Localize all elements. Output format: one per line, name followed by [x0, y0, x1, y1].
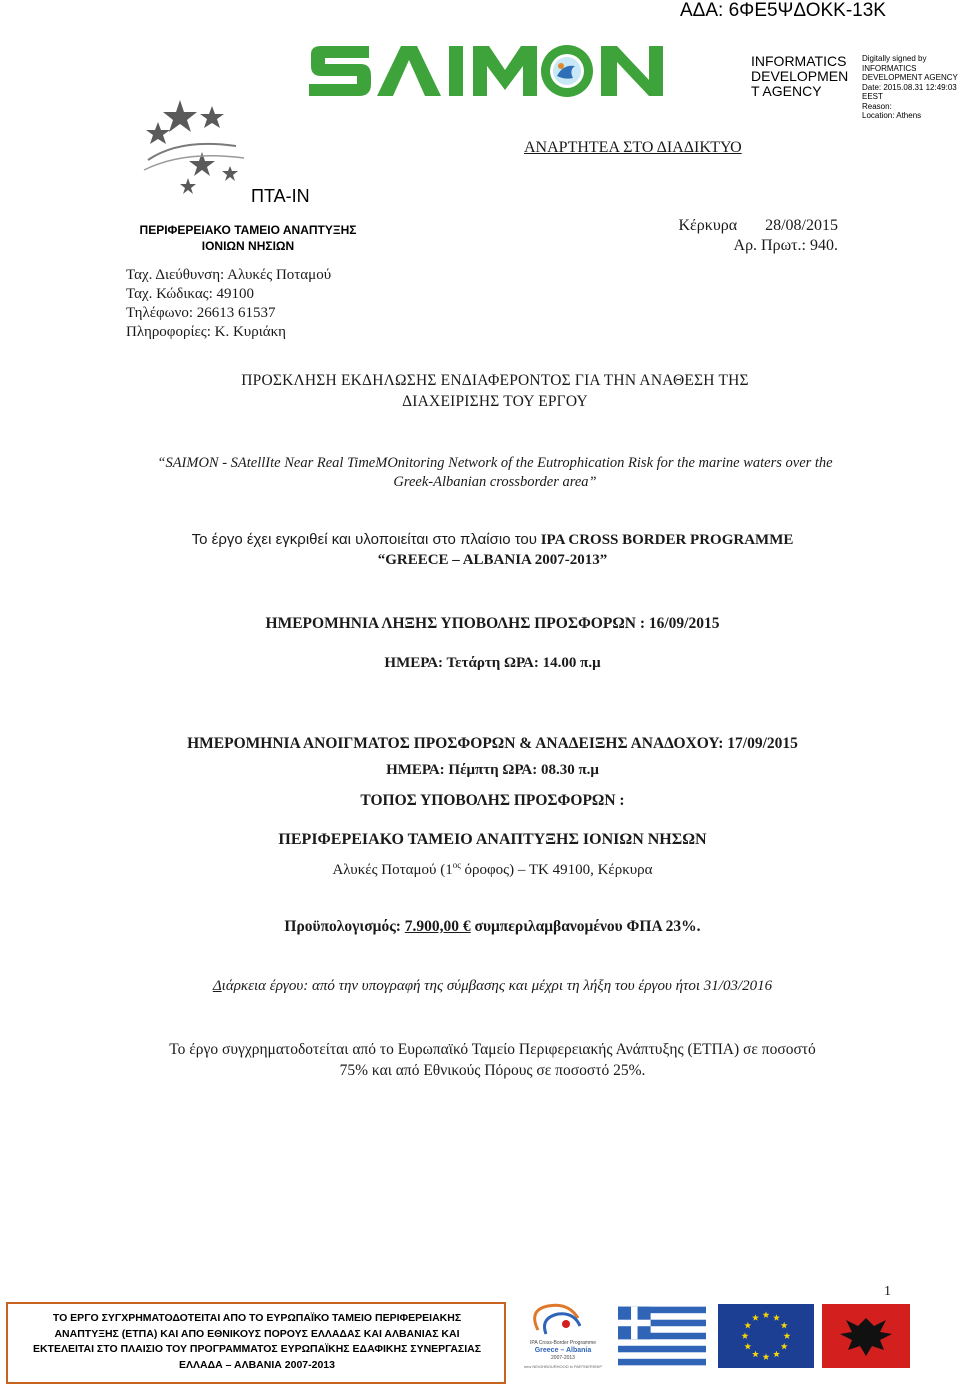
signature-line: EEST — [862, 92, 883, 101]
budget-vat: συμπεριλαμβανομένου ΦΠΑ 23%. — [470, 918, 701, 935]
signature-line: Location: Athens — [862, 111, 922, 120]
submission-deadline: ΗΜΕΡΟΜΗΝΙΑ ΛΗΞΗΣ ΥΠΟΒΟΛΗΣ ΠΡΟΣΦΟΡΩΝ : 16/09/2015 — [265, 615, 720, 632]
place-label: Κέρκυρα — [678, 217, 738, 234]
document-date: 28/08/2015 — [765, 217, 838, 234]
ada-code: ΑΔΑ: 6ΦΕ5ΨΔΟΚΚ-13Κ — [680, 0, 886, 21]
org-name-line: ΠΕΡΙΦΕΡΕΙΑΚΟ ΤΑΜΕΙΟ ΑΝΑΠΤΥΞΗΣ — [139, 223, 357, 237]
date-protocol-block — [679, 216, 839, 256]
submission-place-heading: ΤΟΠΟΣ ΥΠΟΒΟΛΗΣ ΠΡΟΣΦΟΡΩΝ : — [360, 792, 625, 809]
ipa-programme-logo — [518, 1300, 608, 1372]
page-number: 1 — [884, 1284, 891, 1299]
budget-line — [120, 918, 865, 936]
footer-line: ΑΝΑΠΤΥΞΗΣ (ΕΤΠΑ) ΚΑΙ ΑΠΟ ΕΘΝΙΚΟΥΣ ΠΟΡΟΥΣ ΕΛΛΑΔΑΣ ΚΑΙ ΑΛΒΑΝΙΑΣ ΚΑΙ — [54, 1327, 460, 1340]
eu-flag-icon — [718, 1304, 814, 1368]
submission-day-time: ΗΜΕΡΑ: Τετάρτη ΩΡΑ: 14.00 π.μ — [384, 655, 601, 671]
org-short-name: ΠΤΑ-ΙΝ — [251, 186, 310, 206]
cofinancing-statement — [120, 1039, 865, 1081]
signature-line: INFORMATICS — [862, 63, 917, 73]
footer-line: ΕΚΤΕΛΕΙΤΑΙ ΣΤΟ ΠΛΑΙΣΙΟ ΤΟΥ ΠΡΟΓΡΑΜΜΑΤΟΣ ΕΥΡΩΠΑΪΚΗΣ ΕΔΑΦΙΚΗΣ ΣΥΝΕΡΓΑΣΙΑΣ — [32, 1343, 482, 1355]
programme-name: IPA CROSS BORDER PROGRAMME — [540, 532, 794, 548]
budget-amount: 7.900,00 € — [404, 918, 471, 935]
signer-name-line: T AGENCY — [751, 83, 822, 99]
svg-text:IPA Cross-Border Programme: IPA Cross-Border Programme — [529, 1340, 597, 1346]
stars-emblem-icon — [140, 100, 260, 200]
cofinancing-line: Το έργο συγχρηματοδοτείται από το Ευρωπαϊκό Ταμείο Περιφερειακής Ανάπτυξης (ΕΤΠΑ) σε ποσοστό — [169, 1041, 816, 1058]
protocol-number: Αρ. Πρωτ.: 940. — [733, 237, 838, 254]
budget-label: Προϋπολογισμός: — [284, 918, 405, 935]
albania-flag-icon — [822, 1304, 910, 1368]
signer-name-line: INFORMATICS — [751, 53, 847, 69]
submission-address — [120, 860, 865, 879]
signature-line: DEVELOPMENT AGENCY — [862, 73, 958, 82]
footer-line: ΕΛΛΑΔΑ – ΑΛΒΑΝΙΑ 2007-2013 — [179, 1358, 335, 1371]
signature-line: Date: 2015.08.31 12:49:03 — [862, 82, 957, 92]
svg-text:2007-2013: 2007-2013 — [551, 1355, 575, 1361]
contact-block — [126, 266, 331, 342]
digital-signature-details[interactable] — [862, 54, 958, 121]
project-line: Greek-Albanian crossborder area” — [393, 474, 597, 490]
signature-line: Digitally signed by — [862, 54, 927, 63]
footer-funding-notice — [12, 1311, 502, 1373]
signer-name — [751, 54, 848, 99]
svg-text:Greece – Albania: Greece – Albania — [534, 1347, 592, 1354]
svg-text:new NEIGHBOURHOOD in PARTNERSH: new NEIGHBOURHOOD in PARTNERSHIP — [523, 1364, 603, 1369]
signer-name-line: DEVELOPMEN — [751, 68, 849, 84]
contact-phone: Τηλέφωνο: 26613 61537 — [126, 305, 276, 321]
opening-date: ΗΜΕΡΟΜΗΝΙΑ ΑΝΟΙΓΜΑΤΟΣ ΠΡΟΣΦΟΡΩΝ & ΑΝΑΔΕΙΞΗΣ ΑΝΑΔΟΧΟΥ: 17/09/2015 — [187, 735, 798, 752]
programme-name-line-2: “GREECE – ALBANIA 2007-2013” — [377, 552, 608, 568]
project-duration — [100, 978, 885, 995]
address-part: όροφος) – ΤΚ 49100, Κέρκυρα — [460, 862, 653, 878]
duration-text: ιάρκεια έργου: από την υπογραφή της σύμβασης και μέχρι τη λήξη του έργου ήτοι 31/03/2016 — [221, 978, 773, 994]
greece-flag-icon — [618, 1304, 706, 1368]
contact-postcode: Ταχ. Κώδικας: 49100 — [126, 286, 255, 302]
duration-initial: Δ — [212, 978, 222, 994]
org-name-line: ΙΟΝΙΩΝ ΝΗΣΙΩΝ — [201, 239, 295, 253]
cofinancing-line: 75% και από Εθνικούς Πόρους σε ποσοστό 25%. — [339, 1062, 646, 1079]
publish-notice: ΑΝΑΡΤΗΤΕΑ ΣΤΟ ΔΙΑΔΙΚΤΥΟ — [524, 139, 742, 156]
submission-place-org: ΠΕΡΙΦΕΡΕΙΑΚΟ ΤΑΜΕΙΟ ΑΝΑΠΤΥΞΗΣ ΙΟΝΙΩΝ ΝΗΣΩΝ — [278, 831, 707, 848]
document-title — [150, 370, 840, 412]
org-full-name — [128, 222, 368, 254]
project-line: “SAIMON - SAtellIte Near Real TimeMOnitoring Network of the Eutrophication Risk for the marine waters over the — [157, 455, 833, 471]
contact-person: Πληροφορίες: Κ. Κυριάκη — [126, 324, 287, 340]
project-name — [140, 454, 850, 492]
programme-intro: Το έργο έχει εγκριθεί και υλοποιείται στο πλαίσιο του — [191, 531, 537, 548]
contact-address: Ταχ. Διεύθυνση: Αλυκές Ποταμού — [126, 267, 332, 283]
address-ordinal: ος — [452, 860, 461, 870]
programme-statement — [120, 530, 865, 570]
title-line: ΔΙΑΧΕΙΡΙΣΗΣ ΤΟΥ ΕΡΓΟΥ — [402, 393, 588, 410]
saimon-logo — [305, 40, 685, 102]
opening-day-time: ΗΜΕΡΑ: Πέμπτη ΩΡΑ: 08.30 π.μ — [386, 762, 599, 778]
footer-line: ΤΟ ΕΡΓΟ ΣΥΓΧΡΗΜΑΤΟΔΟΤΕΙΤΑΙ ΑΠΟ ΤΟ ΕΥΡΩΠΑΪΚΟ ΤΑΜΕΙΟ ΠΕΡΙΦΕΡΕΙΑΚΗΣ — [52, 1312, 462, 1324]
signature-line: Reason: — [862, 101, 892, 111]
title-line: ΠΡΟΣΚΛΗΣΗ ΕΚΔΗΛΩΣΗΣ ΕΝΔΙΑΦΕΡΟΝΤΟΣ ΓΙΑ ΤΗΝ ΑΝΑΘΕΣΗ ΤΗΣ — [241, 372, 749, 389]
address-part: Αλυκές Ποταμού (1 — [332, 862, 453, 878]
